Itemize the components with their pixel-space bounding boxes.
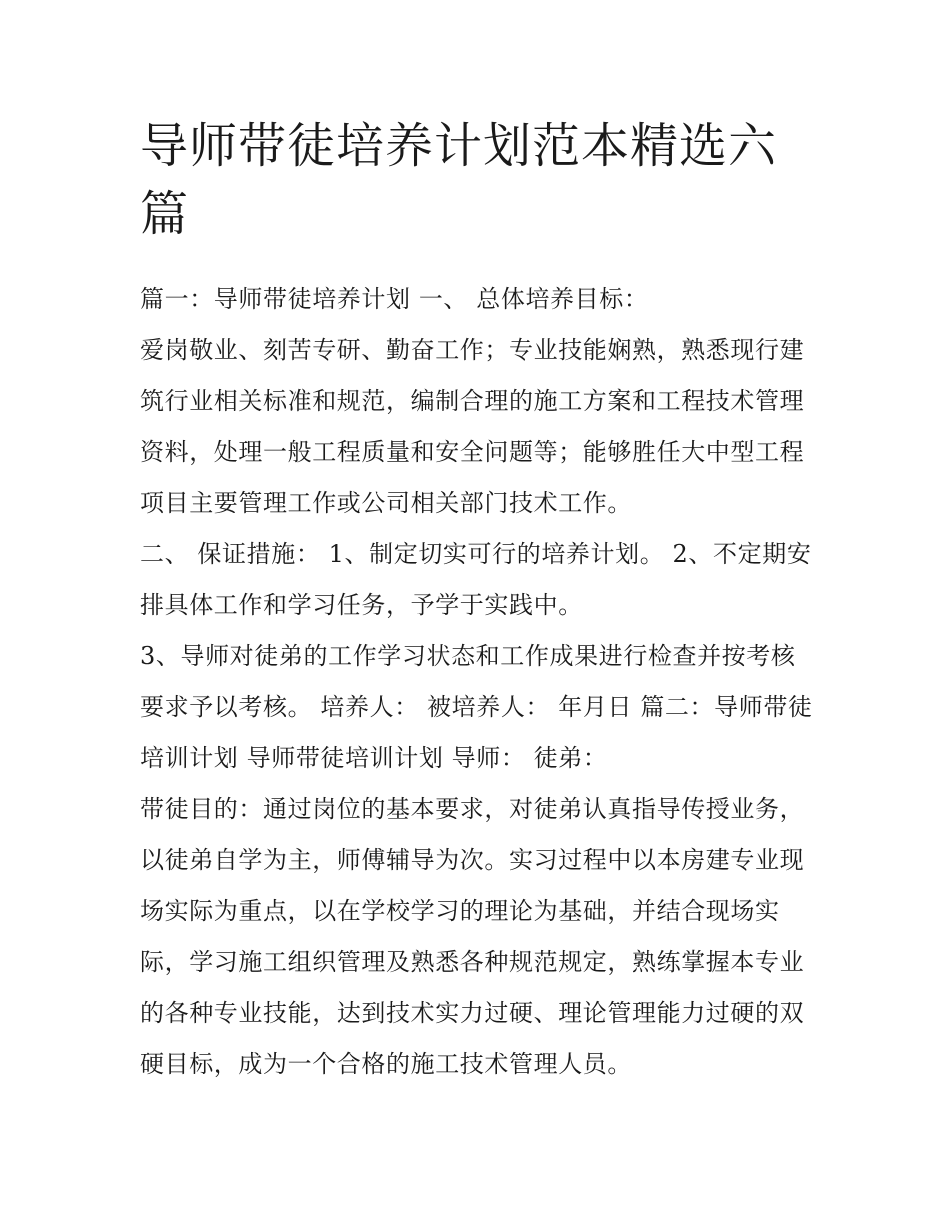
paragraph-mentoring-purpose: 带徒目的：通过岗位的基本要求，对徒弟认真指导传授业务，以徒弟自学为主，师傅辅导为次。实习过程中以本房建专业现场实际为重点，以在学校学习的理论为基础，并结合现场实际，学习施工组织管理及熟悉各种规范规定，熟练掌握本专业的各种专业技能，达到技术实力过硬、理论管理能力过硬的双硬目标，成为一个合格的施工技术管理人员。 (140, 795, 805, 1078)
paragraph-overall-goals: 爱岗敬业、刻苦专研、勤奋工作；专业技能娴熟，熟悉现行建筑行业相关标准和规范，编制合理的施工方案和工程技术管理资料，处理一般工程质量和安全问题等；能够胜任大中型工程项目主要管理工作或公司相关部门技术工作。 (140, 336, 805, 517)
paragraph-guarantee-measures: 二、 保证措施： 1、制定切实可行的培养计划。 2、不定期安排具体工作和学习任务，予学于实践中。 (140, 540, 812, 619)
paragraph-assessment: 3、导师对徒弟的工作学习状态和工作成果进行检查并按考核要求予以考核。 培养人： 被培养人： 年月日 篇二：导师带徒培训计划 导师带徒培训计划 导师： 徒弟： (140, 642, 813, 772)
paragraph-part-one-heading: 篇一：导师带徒培养计划 一、 总体培养目标： (140, 285, 649, 313)
document-title: 导师带徒培养计划范本精选六篇 (140, 118, 778, 242)
